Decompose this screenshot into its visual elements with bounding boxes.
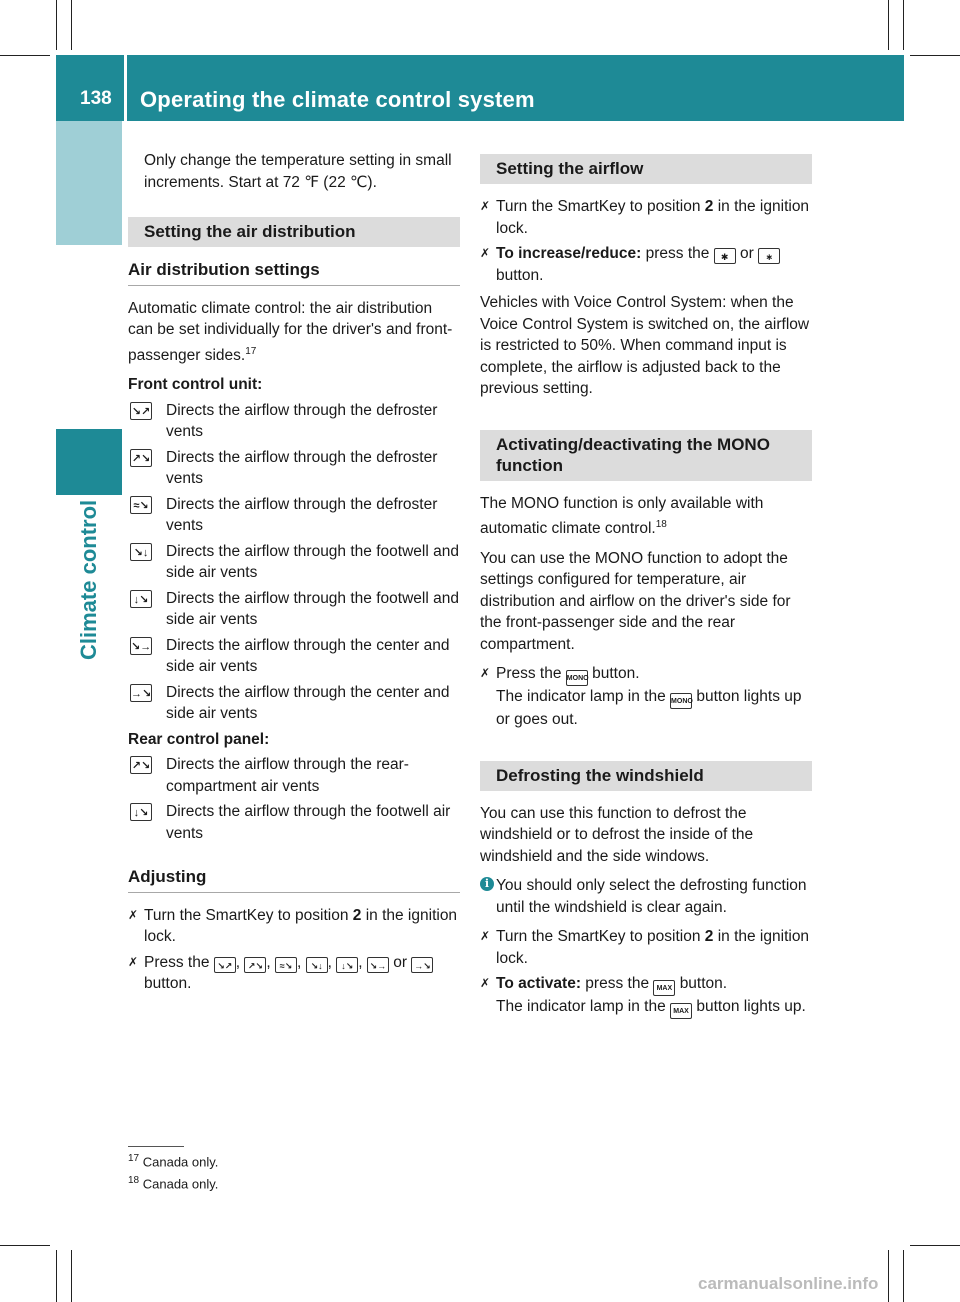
fan-increase-icon: ✱ bbox=[714, 248, 736, 264]
footnote-rule bbox=[128, 1146, 184, 1147]
list-item: ↗↘ Directs the airflow through the rear-compartment air vents bbox=[131, 756, 409, 795]
airflow-icon: ↗↘ bbox=[130, 756, 152, 774]
side-tab-block bbox=[56, 121, 122, 245]
step-arrow-icon: ✗ bbox=[480, 976, 491, 991]
list-item: ↗↘ Directs the airflow through the defroster vents bbox=[131, 448, 438, 488]
airflow-icon: ↘↗ bbox=[214, 957, 236, 973]
header-divider bbox=[124, 55, 127, 121]
step-arrow-icon: ✗ bbox=[480, 199, 491, 213]
subheading-air-distribution-settings: Air distribution settings bbox=[128, 259, 460, 286]
description-text: Automatic climate control: the air distribution can be set individually for the driver's and front-passenger sides.$^{17}$ bbox=[128, 299, 453, 364]
page-title: Operating the climate control system bbox=[140, 87, 535, 112]
footnote: $^{18}$ Canada only. bbox=[128, 1175, 219, 1192]
airflow-icon: →↘ bbox=[130, 684, 152, 702]
step-arrow-icon: ✗ bbox=[128, 907, 139, 922]
list-item: ↘↗ Directs the airflow through the defroster vents bbox=[131, 401, 438, 441]
airflow-icon: ↓↘ bbox=[130, 803, 152, 821]
rear-items-list bbox=[128, 754, 460, 844]
step-item: ✗ Press the MONO button. The indicator lamp in the MONO button lights up or goes out. bbox=[480, 665, 802, 729]
defrost-max-icon: MAX bbox=[670, 1003, 692, 1019]
step-arrow-icon: ✗ bbox=[128, 954, 139, 969]
airflow-icon: ↓↘ bbox=[336, 957, 358, 973]
subheading-adjusting: Adjusting bbox=[128, 866, 460, 893]
list-item: →↘ Directs the airflow through the center and side air vents bbox=[131, 683, 450, 723]
footnote: $^{17}$ Canada only. bbox=[128, 1153, 219, 1170]
step-item: ✗ To activate: press the MAX button. The indicator lamp in the MAX button lights up. bbox=[480, 973, 812, 1019]
footnote-ref: 18 bbox=[655, 519, 667, 530]
airflow-note: Vehicles with Voice Control System: when the Voice Control System is switched on, the airflow is restricted to 50%. When command input is complete, the airflow is adjusted back to the previous setting. bbox=[480, 294, 810, 397]
section-heading-airflow: Setting the airflow bbox=[480, 154, 812, 184]
footnote-ref: 17 bbox=[245, 345, 257, 357]
mono-icon: MONO bbox=[566, 670, 588, 686]
crop-mark bbox=[903, 1250, 904, 1302]
front-control-label: Front control unit: bbox=[128, 376, 263, 394]
airflow-icon: ↘↓ bbox=[306, 957, 328, 973]
crop-mark bbox=[56, 1250, 57, 1302]
crop-mark bbox=[71, 1250, 72, 1302]
airflow-icon: ↘↗ bbox=[130, 402, 152, 420]
crop-mark bbox=[71, 0, 72, 50]
crop-mark bbox=[888, 0, 889, 50]
defrost-max-icon: MAX bbox=[653, 980, 675, 996]
step-arrow-icon: ✗ bbox=[480, 666, 491, 681]
airflow-icon: ↘→ bbox=[367, 957, 389, 973]
watermark: carmanualsonline.info bbox=[698, 1274, 879, 1293]
airflow-icon: ≈↘ bbox=[275, 957, 297, 973]
defrost-text: You can use this function to defrost the windshield or to defrost the inside of the windshield and the side windows. bbox=[480, 804, 754, 865]
mono-text: The MONO function is only available with automatic climate control.$^{18}$ bbox=[480, 494, 764, 538]
list-item: ≈↘ Directs the airflow through the defroster vents bbox=[128, 494, 460, 537]
airflow-icon: ↘↓ bbox=[130, 543, 152, 561]
airflow-icon: ↘→ bbox=[130, 637, 152, 655]
section-heading-air-distribution: Setting the air distribution bbox=[128, 217, 460, 247]
step-item: ✗ Turn the SmartKey to position 2 in the ignition lock. bbox=[480, 198, 810, 237]
list-item: ↓↘ Directs the airflow through the footwell and side air vents bbox=[128, 588, 460, 631]
list-item: ↘↓ Directs the airflow through the footwell and side air vents bbox=[128, 541, 460, 584]
step-arrow-icon: ✗ bbox=[480, 246, 491, 260]
side-tab-label: Climate control bbox=[76, 499, 101, 660]
crop-mark bbox=[910, 55, 960, 56]
list-item: ↘→ Directs the airflow through the center and side air vents bbox=[131, 636, 450, 676]
airflow-icon: →↘ bbox=[411, 957, 433, 973]
step-item: ✗ Turn the SmartKey to position 2 in the ignition lock. bbox=[128, 906, 458, 946]
section-heading-defrost: Defrosting the windshield bbox=[480, 761, 812, 791]
airflow-icon: ≈↘ bbox=[130, 496, 152, 514]
info-note: i You should only select the defrosting function until the windshield is clear again. bbox=[480, 875, 812, 918]
intro-text: Only change the temperature setting in small increments. Start at 72 ℉ (22 ℃). bbox=[144, 152, 452, 191]
crop-mark bbox=[0, 1245, 50, 1246]
step-item: ✗ Press the ↘↗ , ↗↘ , ≈↘ , ↘↓ , ↓↘ , ↘→ or →↘ button. bbox=[128, 952, 460, 995]
step-item: ✗ Turn the SmartKey to position 2 in the ignition lock. bbox=[480, 928, 810, 967]
footnotes bbox=[128, 1146, 218, 1194]
crop-mark bbox=[910, 1245, 960, 1246]
right-column bbox=[480, 150, 812, 1023]
section-heading-mono: Activating/deactivating the MONO function bbox=[480, 430, 812, 481]
crop-mark bbox=[0, 55, 50, 56]
airflow-icon: ↗↘ bbox=[244, 957, 266, 973]
page-header bbox=[56, 55, 904, 121]
mono-description: You can use the MONO function to adopt the settings configured for temperature, air distribution and airflow on the driver's side for the front-passenger side and the rear compartment. bbox=[480, 549, 791, 653]
side-tab-marker bbox=[56, 429, 122, 495]
step-item: ✗ To increase/reduce: press the ✱ or ∗ button. bbox=[480, 243, 812, 286]
airflow-icon: ↓↘ bbox=[130, 590, 152, 608]
step-arrow-icon: ✗ bbox=[480, 929, 491, 944]
info-icon: i bbox=[480, 877, 494, 891]
front-items-list bbox=[128, 400, 460, 725]
crop-mark bbox=[903, 0, 904, 50]
mono-icon: MONO bbox=[670, 693, 692, 709]
page-number: 138 bbox=[80, 88, 112, 109]
crop-mark bbox=[56, 0, 57, 50]
crop-mark bbox=[888, 1250, 889, 1302]
rear-control-label: Rear control panel: bbox=[128, 730, 270, 748]
left-column bbox=[128, 150, 460, 999]
fan-decrease-icon: ∗ bbox=[758, 248, 780, 264]
airflow-icon: ↗↘ bbox=[130, 449, 152, 467]
list-item: ↓↘ Directs the airflow through the footwell air vents bbox=[128, 801, 460, 844]
